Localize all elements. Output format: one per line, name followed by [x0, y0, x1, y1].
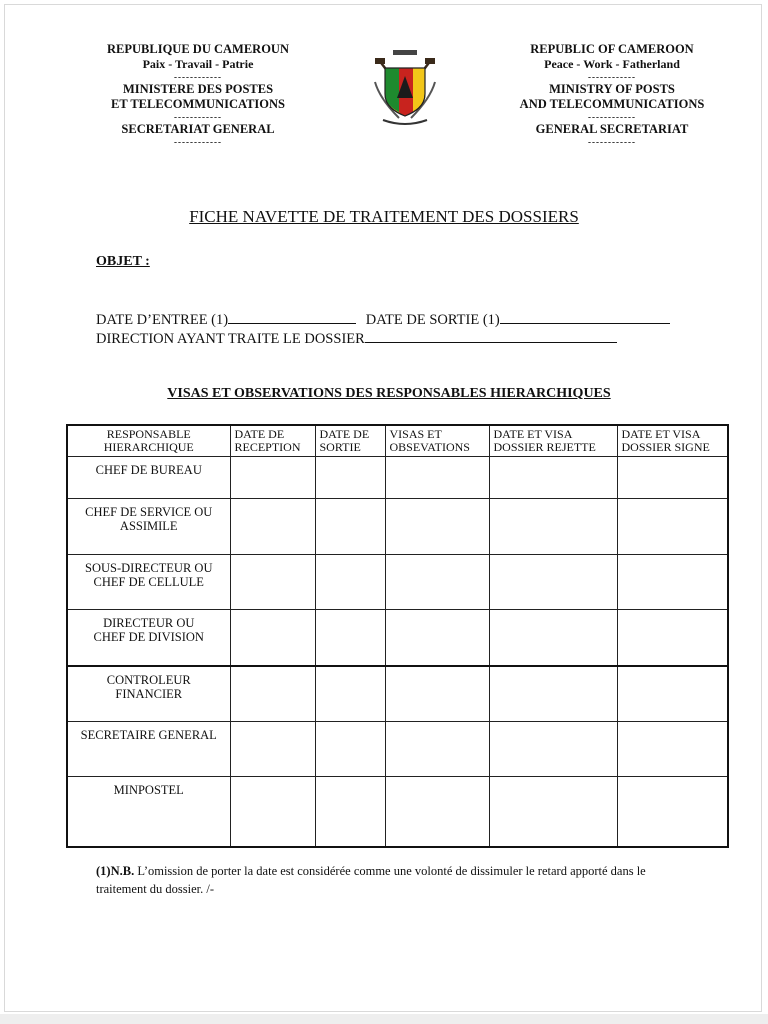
motto-en: Peace - Work - Fatherland: [544, 57, 680, 71]
header-text: OBSEVATIONS: [389, 440, 470, 454]
separator: ------------: [588, 112, 636, 122]
date-entree-field[interactable]: [228, 311, 356, 324]
row-label-text: MINPOSTEL: [113, 783, 184, 797]
direction-field[interactable]: [365, 330, 617, 343]
table-header-row: [67, 425, 728, 457]
row-label-cell: [67, 457, 230, 499]
row-label-cell: [67, 555, 230, 610]
row-label-text: SOUS-DIRECTEUR OU: [85, 561, 213, 575]
table-cell[interactable]: [617, 555, 728, 610]
table-row: [67, 722, 728, 777]
table-cell[interactable]: [230, 499, 315, 555]
table-cell[interactable]: [230, 722, 315, 777]
table-header-cell: [315, 425, 385, 457]
footnote-text: L’omission de porter la date est considérée comme une volonté de dissimuler le retard apporté dans le traitement du dossier. /-: [96, 864, 646, 896]
header-left: [78, 42, 318, 147]
table-cell[interactable]: [385, 555, 489, 610]
secretariat-en: GENERAL SECRETARIAT: [535, 122, 689, 136]
table-row: [67, 666, 728, 722]
row-label-text: CHEF DE SERVICE OU: [85, 505, 213, 519]
header-text: DOSSIER SIGNE: [621, 440, 710, 454]
header-right: [492, 42, 732, 147]
header-text: DOSSIER REJETTE: [493, 440, 596, 454]
objet-label: OBJET :: [96, 254, 150, 269]
ministry-fr-line2: ET TELECOMMUNICATIONS: [111, 97, 285, 111]
row-label-text: SECRETAIRE GENERAL: [80, 728, 217, 742]
table-cell[interactable]: [385, 610, 489, 666]
table-header-cell: [385, 425, 489, 457]
header-text: RECEPTION: [234, 440, 301, 454]
row-label-text: DIRECTEUR OU: [103, 616, 195, 630]
table-cell[interactable]: [315, 777, 385, 847]
direction-line: [96, 330, 617, 348]
table-cell[interactable]: [489, 777, 617, 847]
table-row: [67, 555, 728, 610]
footnote-prefix: (1)N.B.: [96, 864, 135, 878]
table-cell[interactable]: [385, 722, 489, 777]
header-text: DATE DE: [319, 427, 370, 441]
direction-label: DIRECTION AYANT TRAITE LE DOSSIER: [96, 331, 365, 347]
motto-fr: Paix - Travail - Patrie: [142, 57, 254, 71]
separator: ------------: [588, 72, 636, 82]
table-row: [67, 499, 728, 555]
header-text: DATE DE: [234, 427, 285, 441]
visa-table: [66, 424, 729, 848]
row-label-cell: [67, 610, 230, 666]
table-cell[interactable]: [617, 457, 728, 499]
table-row: [67, 457, 728, 499]
table-cell[interactable]: [489, 666, 617, 722]
cameroon-coat-of-arms-icon: [369, 46, 441, 130]
table-cell[interactable]: [489, 610, 617, 666]
table-cell[interactable]: [489, 499, 617, 555]
date-sortie-field[interactable]: [500, 311, 670, 324]
separator: ------------: [174, 72, 222, 82]
table-cell[interactable]: [315, 457, 385, 499]
row-label-cell: [67, 722, 230, 777]
table-cell[interactable]: [617, 610, 728, 666]
table-header-cell: [489, 425, 617, 457]
row-label-text: CHEF DE DIVISION: [93, 630, 204, 644]
table-header-cell: [617, 425, 728, 457]
row-label-cell: [67, 499, 230, 555]
table-cell[interactable]: [489, 457, 617, 499]
table-cell[interactable]: [489, 722, 617, 777]
separator: ------------: [588, 137, 636, 147]
table-cell[interactable]: [315, 610, 385, 666]
table-cell[interactable]: [617, 777, 728, 847]
row-label-cell: [67, 777, 230, 847]
secretariat-fr: SECRETARIAT GENERAL: [121, 122, 275, 136]
table-cell[interactable]: [617, 666, 728, 722]
table-cell[interactable]: [315, 666, 385, 722]
section-title: VISAS ET OBSERVATIONS DES RESPONSABLES HIERARCHIQUES: [167, 386, 611, 401]
ministry-en-line1: MINISTRY OF POSTS: [549, 82, 675, 96]
table-cell[interactable]: [385, 777, 489, 847]
table-row: [67, 777, 728, 847]
footnote: [96, 862, 686, 898]
header-text: SORTIE: [319, 440, 361, 454]
table-cell[interactable]: [385, 457, 489, 499]
table-cell[interactable]: [385, 666, 489, 722]
country-name-en: REPUBLIC OF CAMEROON: [530, 42, 694, 56]
header-text: VISAS ET: [389, 427, 442, 441]
row-label-text: FINANCIER: [115, 686, 183, 701]
table-cell[interactable]: [617, 722, 728, 777]
ministry-fr-line1: MINISTERE DES POSTES: [122, 82, 274, 96]
table-cell[interactable]: [489, 555, 617, 610]
country-name-fr: REPUBLIQUE DU CAMEROUN: [107, 42, 289, 56]
table-cell[interactable]: [315, 555, 385, 610]
document-title: FICHE NAVETTE DE TRAITEMENT DES DOSSIERS: [189, 207, 579, 226]
header-text: RESPONSABLE: [106, 427, 191, 441]
table-cell[interactable]: [230, 666, 315, 722]
table-row: [67, 610, 728, 666]
table-cell[interactable]: [230, 777, 315, 847]
row-label-text: CHEF DE CELLULE: [93, 575, 204, 589]
separator: ------------: [174, 112, 222, 122]
table-cell[interactable]: [230, 610, 315, 666]
date-sortie-label: DATE DE SORTIE (1): [365, 312, 500, 328]
table-cell[interactable]: [230, 457, 315, 499]
separator: ------------: [174, 137, 222, 147]
table-cell[interactable]: [315, 722, 385, 777]
row-label-text: CHEF DE BUREAU: [95, 463, 202, 477]
table-cell[interactable]: [315, 499, 385, 555]
date-entree-label: DATE D’ENTREE (1): [96, 312, 229, 328]
row-label-cell: [67, 666, 230, 722]
table-header-cell: [67, 425, 230, 457]
header-text: DATE ET VISA: [621, 427, 701, 441]
header-text: HIERARCHIQUE: [103, 440, 194, 454]
row-label-text: CONTROLEUR: [106, 672, 191, 687]
bottom-strip: [0, 1014, 768, 1024]
date-fields-line: [96, 311, 670, 329]
table-cell[interactable]: [230, 555, 315, 610]
table-cell[interactable]: [385, 499, 489, 555]
header-text: DATE ET VISA: [493, 427, 573, 441]
row-label-text: ASSIMILE: [119, 519, 178, 533]
ministry-en-line2: AND TELECOMMUNICATIONS: [519, 97, 705, 111]
table-header-cell: [230, 425, 315, 457]
table-cell[interactable]: [617, 499, 728, 555]
